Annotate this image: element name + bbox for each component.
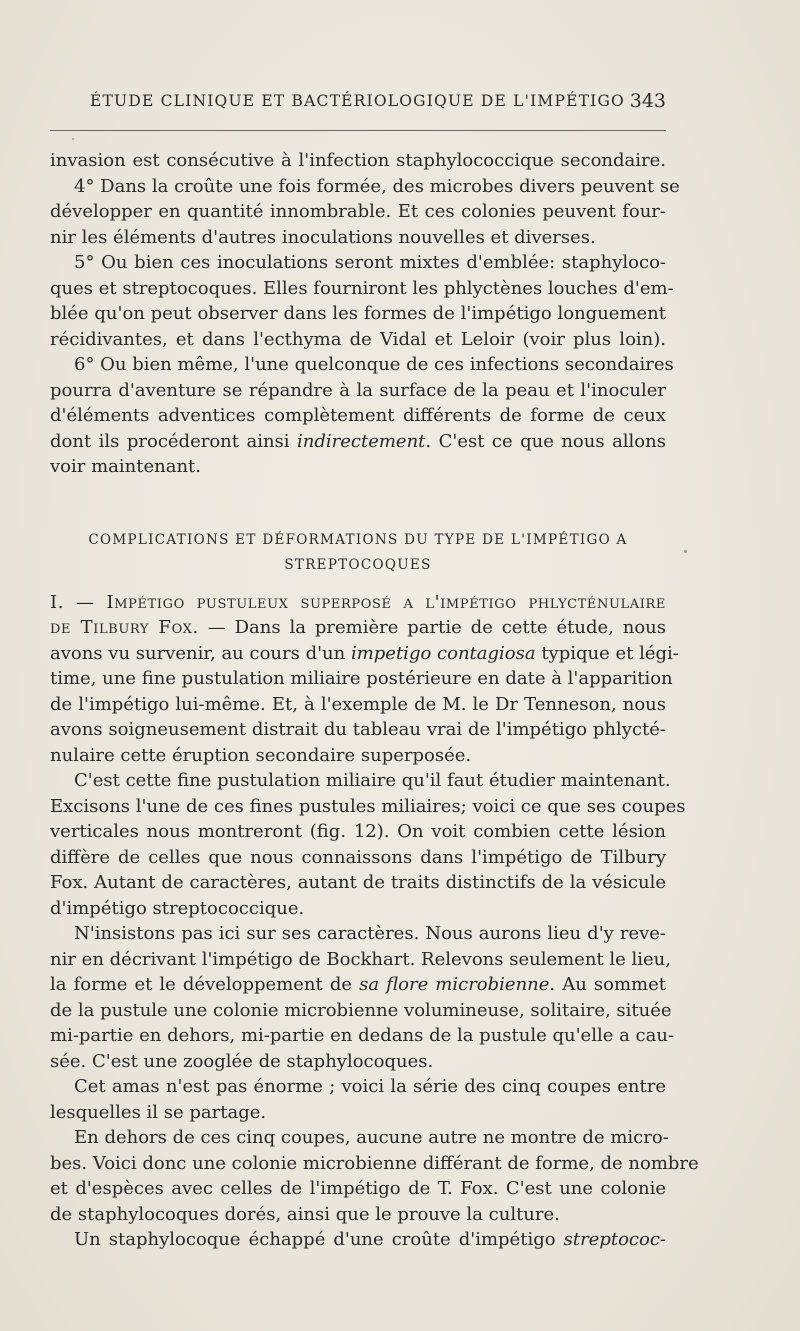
text-run: . Au sommet xyxy=(549,974,666,995)
text-line: mi-partie en dehors, mi-partie en dedans de la pustule qu'elle a cau- xyxy=(50,1025,675,1046)
text-line: N'insistons pas ici sur ses caractères. Nous aurons lieu d'y reve- xyxy=(74,923,666,944)
text-line: développer en quantité innombrable. Et ces colonies peuvent four- xyxy=(50,201,666,222)
spacer xyxy=(50,480,666,528)
section-heading: COMPLICATIONS ET DÉFORMATIONS DU TYPE DE L'IMPÉTIGO A xyxy=(88,531,628,548)
text-line: voir maintenant. xyxy=(50,456,201,477)
text-line: 5° Ou bien ces inoculations seront mixtes d'emblée: staphyloco- xyxy=(74,252,666,273)
text-line: et d'espèces avec celles de l'impétigo de T. Fox. C'est une colonie xyxy=(50,1178,666,1199)
text-line: time, une fine pustulation miliaire postérieure en date à l'apparition xyxy=(50,668,673,689)
text-line: lesquelles il se partage. xyxy=(50,1101,267,1123)
subsection-title-end: de Tilbury Fox. xyxy=(50,617,199,638)
spacer xyxy=(50,578,666,590)
text-run: la forme et le développement de xyxy=(50,974,360,995)
subsection-title: I. — Impétigo pustuleux superposé a l'impétigo phlycténulaire xyxy=(50,591,666,613)
text-line: récidivantes, et dans l'ecthyma de Vidal et Leloir (voir plus loin). xyxy=(50,328,666,350)
text-run: . C'est ce que nous allons xyxy=(425,430,666,452)
text-line: blée qu'on peut observer dans les formes de l'impétigo longuement xyxy=(50,303,666,324)
emphasis-text: impetigo contagiosa xyxy=(350,642,536,664)
text-line: 6° Ou bien même, l'une quelconque de ces infections secondaires xyxy=(74,354,674,375)
text-line: nir en décrivant l'impétigo de Bockhart. Relevons seulement le lieu, xyxy=(50,948,671,970)
text-line: 4° Dans la croûte une fois formée, des microbes divers peuvent se xyxy=(74,175,680,197)
text-line: Fox. Autant de caractères, autant de traits distinctifs de la vésicule xyxy=(50,872,666,893)
section-heading-continued: STREPTOCOQUES xyxy=(284,556,432,573)
emphasis-text: streptococ- xyxy=(563,1229,666,1250)
text-run: dont ils procéderont ainsi xyxy=(50,430,290,452)
page-header xyxy=(50,92,666,120)
body-text xyxy=(50,148,699,1253)
text-line: Excisons l'une de ces fines pustules miliaires; voici ce que ses coupes xyxy=(50,795,686,817)
text-line: nir les éléments d'autres inoculations nouvelles et diverses. xyxy=(50,226,596,248)
text-line: d'éléments adventices complètement différents de forme de ceux xyxy=(50,405,666,426)
text-line: sée. C'est une zooglée de staphylocoques. xyxy=(50,1050,434,1072)
text-line xyxy=(50,1227,666,1253)
text-line xyxy=(50,972,666,998)
header-rule xyxy=(50,130,666,131)
text-run: Un staphylocoque échappé d'une croûte d'impétigo xyxy=(74,1229,564,1250)
text-line: de staphylocoques dorés, ainsi que le prouve la culture. xyxy=(50,1203,560,1225)
text-line: nulaire cette éruption secondaire superposée. xyxy=(50,744,472,766)
text-line: d'impétigo streptococcique. xyxy=(50,897,305,919)
text-run: typique et légi- xyxy=(535,642,679,664)
text-line: de l'impétigo lui-même. Et, à l'exemple de M. le Dr Tenneson, nous xyxy=(50,693,666,715)
text-line: verticales nous montreront (fig. 12). On voit combien cette lésion xyxy=(50,821,666,842)
text-line: C'est cette fine pustulation miliaire qu'il faut étudier maintenant. xyxy=(74,770,671,791)
text-line xyxy=(50,641,679,667)
page-number: 343 xyxy=(629,90,666,112)
text-line: invasion est consécutive à l'infection staphylococcique secondaire. xyxy=(50,150,666,171)
paper-speck xyxy=(684,550,687,553)
text-line: avons soigneusement distrait du tableau vrai de l'impétigo phlycté- xyxy=(50,719,666,740)
text-line xyxy=(50,429,666,455)
text-line: de la pustule une colonie microbienne volumineuse, solitaire, située xyxy=(50,999,672,1021)
paper-speck xyxy=(72,138,74,140)
text-run: avons vu survenir, au cours d'un xyxy=(50,642,351,664)
emphasis-text: indirectement xyxy=(297,430,426,452)
text-line: bes. Voici donc une colonie microbienne différant de forme, de nombre xyxy=(50,1152,699,1174)
text-line: ques et streptocoques. Elles fourniront les phlyctènes louches d'em- xyxy=(50,277,674,299)
text-line: En dehors de ces cinq coupes, aucune autre ne montre de micro- xyxy=(74,1127,669,1148)
text-run: — Dans la première partie de cette étude, nous xyxy=(198,617,666,638)
text-line: Cet amas n'est pas énorme ; voici la série des cinq coupes entre xyxy=(74,1076,666,1097)
running-title: ÉTUDE CLINIQUE ET BACTÉRIOLOGIQUE DE L'IMPÉTIGO xyxy=(90,92,625,110)
text-line: diffère de celles que nous connaissons dans l'impétigo de Tilbury xyxy=(50,846,666,868)
text-line: pourra d'aventure se répandre à la surface de la peau et l'inoculer xyxy=(50,379,666,401)
text-line xyxy=(50,615,666,641)
emphasis-text: sa flore microbienne xyxy=(359,974,550,995)
